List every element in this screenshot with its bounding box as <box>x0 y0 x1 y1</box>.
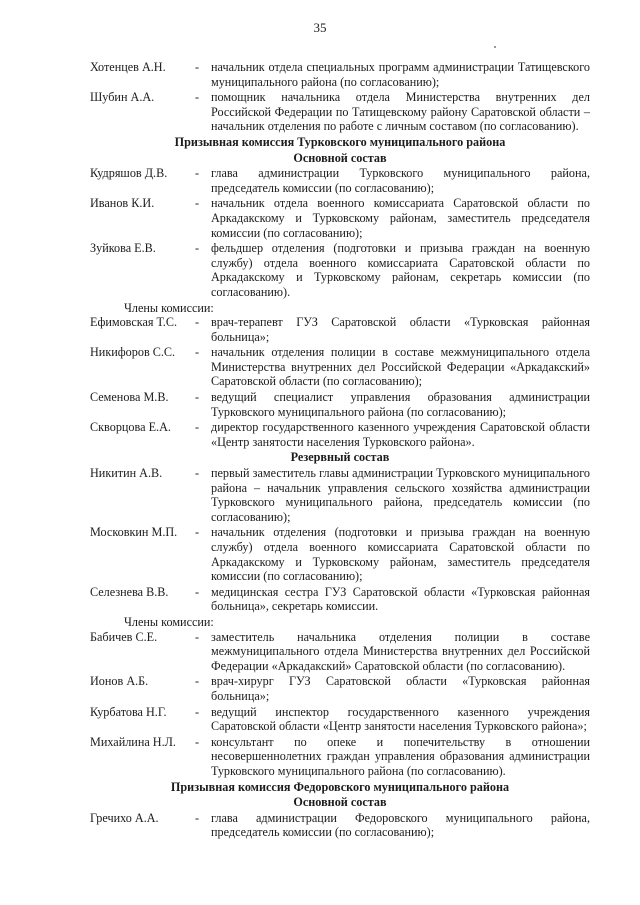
section-heading: Призывная комиссия Федоровского муниципального района <box>170 779 510 794</box>
commission-member-entry <box>90 585 590 614</box>
members-label: Члены комиссии: <box>124 614 214 629</box>
section-heading: Резервный состав <box>290 450 390 465</box>
member-name: Бабичев С.Е. <box>90 629 158 644</box>
section-heading: Призывная комиссия Турковского муниципального района <box>174 134 506 149</box>
members-label: Члены комиссии: <box>124 300 214 315</box>
section-heading: Основной состав <box>293 795 387 810</box>
dash-separator: - <box>195 810 200 825</box>
member-name: Никифоров С.С. <box>90 345 176 360</box>
member-name: Зуйкова Е.В. <box>90 241 156 256</box>
member-role: заместитель начальника отделения полиции в составе межмуниципального отдела Министерства внутренних дел Российской Федерации «Аркадакский» Саратовской области (по согласованию). <box>211 629 590 673</box>
commission-member-entry <box>90 345 590 389</box>
scan-mark <box>494 46 496 48</box>
member-role: начальник отделения полиции в составе межмуниципального отдела Министерства внутренних дел Российской Федерации «Аркадакский» Саратовской области (по согласованию); <box>211 345 590 389</box>
dash-separator: - <box>195 466 200 481</box>
commission-member-entry <box>90 525 590 583</box>
commission-member-entry <box>90 630 590 674</box>
dash-separator: - <box>195 629 200 644</box>
member-role: начальник отдела специальных программ администрации Татищевского муниципального района (по согласованию); <box>211 60 590 89</box>
commission-member-entry <box>90 390 590 419</box>
member-name: Шубин А.А. <box>90 90 155 105</box>
dash-separator: - <box>195 196 200 211</box>
commission-member-entry <box>90 735 590 779</box>
member-name: Курбатова Н.Г. <box>90 704 167 719</box>
dash-separator: - <box>195 166 200 181</box>
dash-separator: - <box>195 734 200 749</box>
commission-member-entry <box>90 90 590 134</box>
member-name: Семенова М.В. <box>90 390 169 405</box>
commission-member-entry <box>90 705 590 734</box>
member-name: Кудряшов Д.В. <box>90 166 168 181</box>
member-name: Селезнева В.В. <box>90 584 169 599</box>
member-role: врач-терапевт ГУЗ Саратовской области «Турковская районная больница»; <box>211 315 590 344</box>
commission-member-entry <box>90 166 590 195</box>
member-name: Ионов А.Б. <box>90 674 149 689</box>
dash-separator: - <box>195 420 200 435</box>
commission-member-entry <box>90 811 590 840</box>
member-name: Ефимовская Т.С. <box>90 315 178 330</box>
dash-separator: - <box>195 90 200 105</box>
member-name: Михайлина Н.Л. <box>90 734 176 749</box>
member-role: помощник начальника отдела Министерства внутренних дел Российской Федерации по Татищевскому району Саратовской области – начальник отделения по работе с личным составом (по согласованию). <box>211 90 590 134</box>
member-role: первый заместитель главы администрации Турковского муниципального района – начальник управления сельского хозяйства администрации Турковского муниципального района, председатель комиссии (по согласованию); <box>211 466 590 524</box>
commission-member-entry <box>90 420 590 449</box>
member-role: медицинская сестра ГУЗ Саратовской области «Турковская районная больница», секретарь комиссии. <box>211 584 590 614</box>
member-role: глава администрации Федоровского муниципального района, председатель комиссии (по согласованию); <box>211 810 590 840</box>
member-name: Скворцова Е.А. <box>90 420 171 435</box>
dash-separator: - <box>195 345 200 360</box>
dash-separator: - <box>195 525 200 540</box>
member-name: Никитин А.В. <box>90 466 163 481</box>
dash-separator: - <box>195 584 200 599</box>
member-role: начальник отдела военного комиссариата Саратовской области по Аркадакскому и Турковскому районам, заместитель председателя комиссии (по согласованию); <box>211 196 590 240</box>
member-role: консультант по опеке и попечительству в отношении несовершеннолетних граждан управления образования администрации Турковского муниципального района (по согласованию). <box>211 734 590 778</box>
member-role: ведущий инспектор государственного казенного учреждения Саратовской области «Центр занятости населения Турковского района»; <box>211 704 590 734</box>
member-name: Иванов К.И. <box>90 196 155 211</box>
commission-member-entry <box>90 466 590 524</box>
dash-separator: - <box>195 390 200 405</box>
document-body <box>90 60 590 841</box>
member-name: Гречихо А.А. <box>90 810 159 825</box>
member-role: глава администрации Турковского муниципального района, председатель комиссии (по согласованию); <box>211 166 590 195</box>
member-role: фельдшер отделения (подготовки и призыва граждан на военную службу) отдела военного комиссариата Саратовской области по Аркадакскому и Турковскому районам, секретарь комиссии (по согласованию). <box>211 241 590 299</box>
member-role: директор государственного казенного учреждения Саратовской области «Центр занятости населения Турковского района». <box>211 420 590 449</box>
member-role: начальник отделения (подготовки и призыва граждан на военную службу) отдела военного комиссариата Саратовской области по Аркадакскому и Турковскому районам, заместитель председателя комиссии (по согласованию); <box>211 525 590 584</box>
member-name: Московкин М.П. <box>90 525 178 540</box>
page-number: 35 <box>313 20 327 35</box>
section-heading: Основной состав <box>293 150 387 165</box>
member-role: ведущий специалист управления образования администрации Турковского муниципального района (по согласованию); <box>211 390 590 419</box>
commission-member-entry <box>90 60 590 89</box>
dash-separator: - <box>195 241 200 256</box>
dash-separator: - <box>195 704 200 719</box>
dash-separator: - <box>195 315 200 330</box>
commission-member-entry <box>90 196 590 240</box>
member-name: Хотенцев А.Н. <box>90 60 166 74</box>
member-role: врач-хирург ГУЗ Саратовской области «Турковская районная больница»; <box>211 674 590 703</box>
dash-separator: - <box>195 674 200 689</box>
commission-member-entry <box>90 674 590 703</box>
commission-member-entry <box>90 241 590 299</box>
commission-member-entry <box>90 315 590 344</box>
dash-separator: - <box>195 60 200 74</box>
